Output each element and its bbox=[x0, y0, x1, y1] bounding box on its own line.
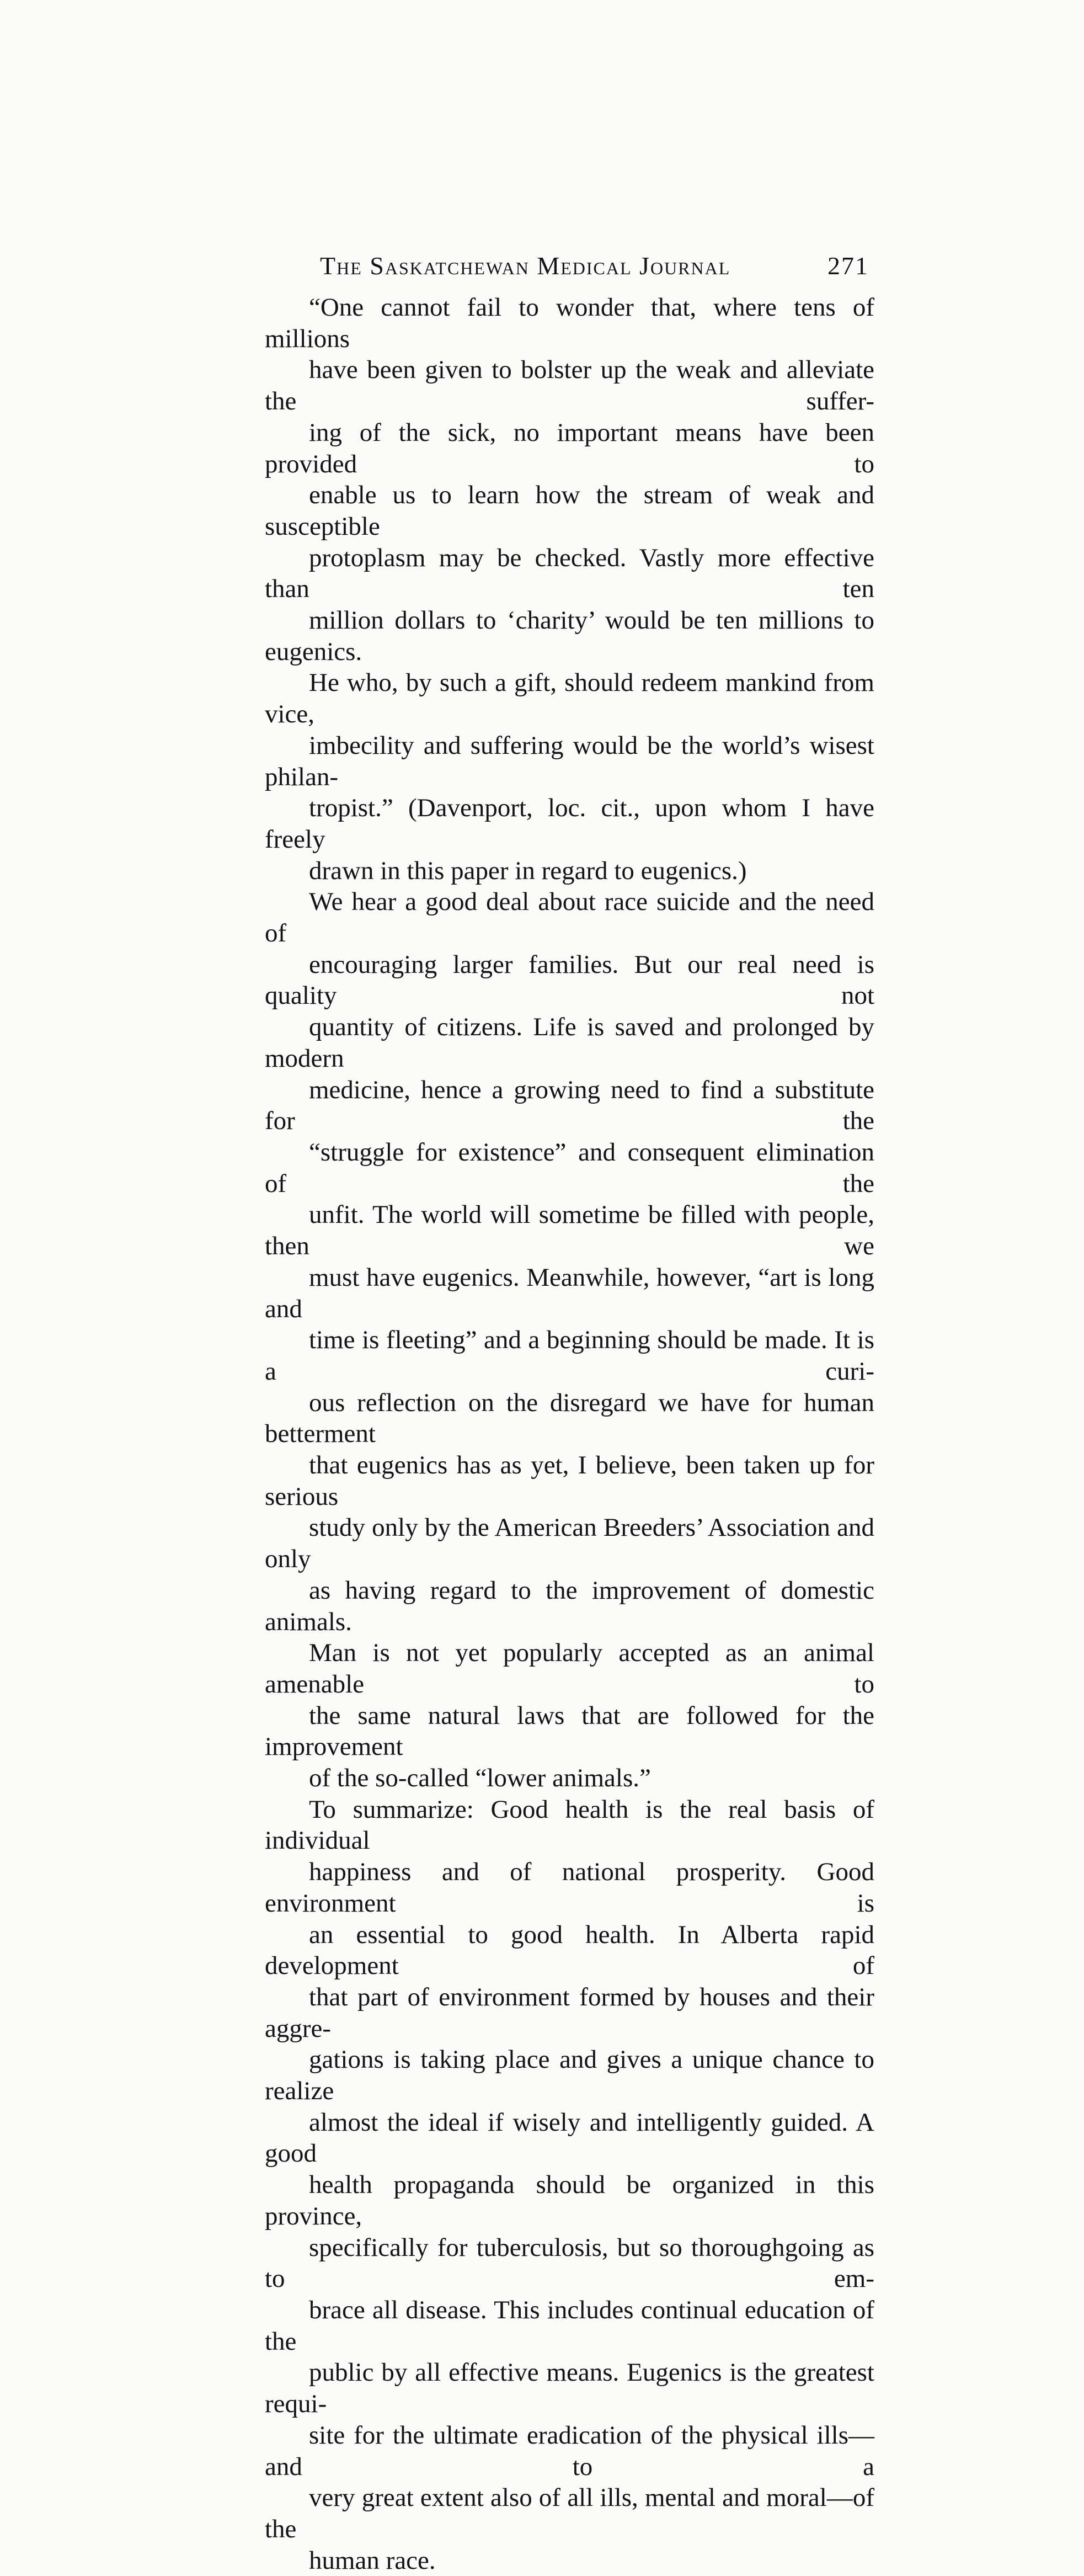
text-line: We hear a good deal about race suicide and the need of bbox=[265, 887, 874, 948]
text-line: happiness and of national prosperity. Good environment is bbox=[265, 1858, 874, 1918]
paragraph bbox=[265, 886, 874, 1793]
text-line: that part of environment formed by houses and their aggre- bbox=[265, 1982, 874, 2043]
text-line: human race. bbox=[309, 2546, 436, 2575]
text-line: public by all effective means. Eugenics is the greatest requi- bbox=[265, 2358, 874, 2419]
text-line: ing of the sick, no important means have been provided to bbox=[265, 418, 874, 478]
text-line: the same natural laws that are followed for the improvement bbox=[265, 1701, 874, 1761]
text-line: gations is taking place and gives a unique chance to realize bbox=[265, 2045, 874, 2106]
text-line: almost the ideal if wisely and intelligently guided. A good bbox=[265, 2107, 874, 2168]
journal-title: The Saskatchewan Medical Journal bbox=[320, 252, 731, 280]
text-line: medicine, hence a growing need to find a substitute for the bbox=[265, 1075, 874, 1136]
text-line: tropist.” (Davenport, loc. cit., upon whom I have freely bbox=[265, 794, 874, 854]
text-line: drawn in this paper in regard to eugenics.) bbox=[309, 856, 747, 885]
text-line: unfit. The world will sometime be filled with people, then we bbox=[265, 1200, 874, 1261]
text-line: enable us to learn how the stream of weak and susceptible bbox=[265, 481, 874, 541]
text-line: protoplasm may be checked. Vastly more effective than ten bbox=[265, 543, 874, 604]
text-line: study only by the American Breeders’ Association and only bbox=[265, 1513, 874, 1574]
document-page bbox=[265, 251, 874, 2576]
text-line: “struggle for existence” and consequent elimination of the bbox=[265, 1137, 874, 1198]
text-line: He who, by such a gift, should redeem mankind from vice, bbox=[265, 668, 874, 729]
text-line: site for the ultimate eradication of the physical ills—and to a bbox=[265, 2420, 874, 2481]
text-line: ous reflection on the disregard we have for human betterment bbox=[265, 1388, 874, 1449]
text-line: To summarize: Good health is the real basis of individual bbox=[265, 1795, 874, 1855]
text-line: have been given to bolster up the weak and alleviate the suffer- bbox=[265, 355, 874, 416]
text-line: must have eugenics. Meanwhile, however, “art is long and bbox=[265, 1263, 874, 1323]
text-line: an essential to good health. In Alberta rapid development of bbox=[265, 1920, 874, 1981]
running-head bbox=[265, 251, 874, 292]
page-number: 271 bbox=[827, 252, 869, 280]
text-line: health propaganda should be organized in this province, bbox=[265, 2170, 874, 2231]
text-line: “One cannot fail to wonder that, where tens of millions bbox=[265, 293, 874, 353]
text-line: million dollars to ‘charity’ would be ten millions to eugenics. bbox=[265, 606, 874, 666]
text-line: as having regard to the improvement of domestic animals. bbox=[265, 1576, 874, 1636]
text-line: very great extent also of all ills, mental and moral—of the bbox=[265, 2483, 874, 2543]
paragraph bbox=[265, 292, 874, 886]
text-line: that eugenics has as yet, I believe, been taken up for serious bbox=[265, 1451, 874, 1511]
text-line: imbecility and suffering would be the world’s wisest philan- bbox=[265, 731, 874, 791]
text-line: specifically for tuberculosis, but so thoroughgoing as to em- bbox=[265, 2233, 874, 2293]
paragraph bbox=[265, 1794, 874, 2576]
text-line: encouraging larger families. But our real need is quality not bbox=[265, 950, 874, 1010]
text-line: time is fleeting” and a beginning should be made. It is a curi- bbox=[265, 1326, 874, 1386]
text-line: brace all disease. This includes continual education of the bbox=[265, 2296, 874, 2356]
body-text bbox=[265, 292, 874, 2576]
text-line: quantity of citizens. Life is saved and prolonged by modern bbox=[265, 1013, 874, 1073]
text-line: Man is not yet popularly accepted as an animal amenable to bbox=[265, 1638, 874, 1699]
text-line: of the so-called “lower animals.” bbox=[309, 1764, 651, 1793]
